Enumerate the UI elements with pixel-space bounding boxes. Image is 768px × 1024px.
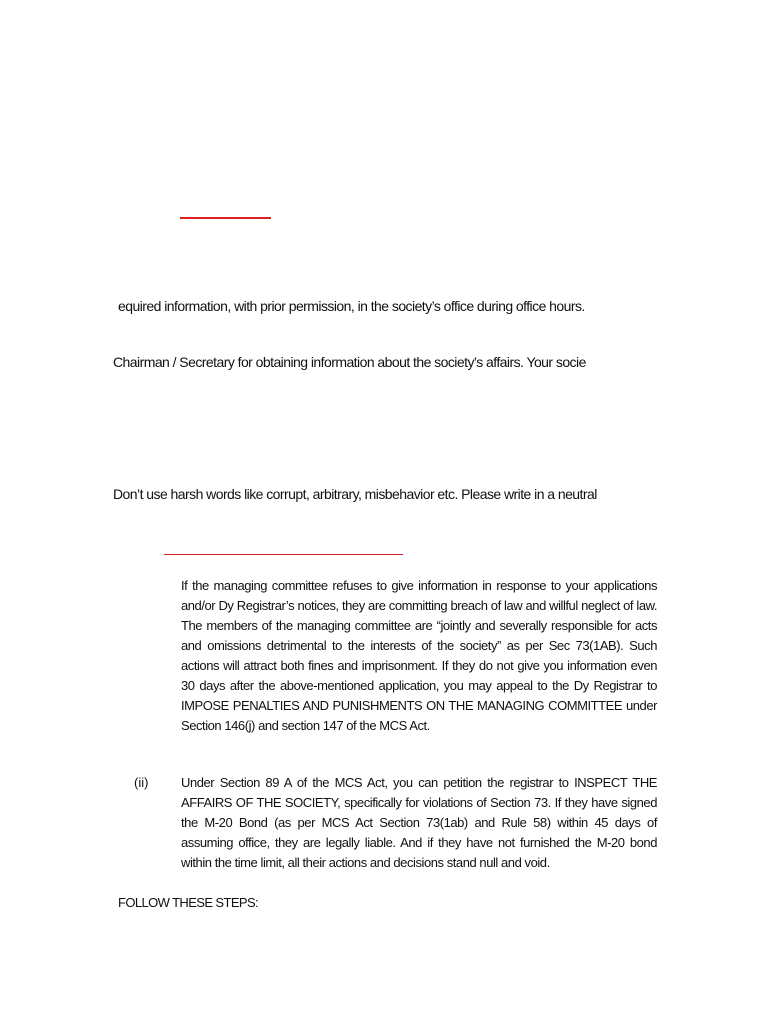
red-underline-rule — [180, 217, 271, 219]
follow-these-steps-heading: FOLLOW THESE STEPS: — [118, 895, 259, 910]
paragraph-managing-committee: If the managing committee refuses to give information in response to your applications and/or Dy Registrar’s notices, they are committing breach of law and willful neglect of law. The members of the managing committee are “jointly and severally responsible for acts and omissions detrimental to the interests of the society” as per Sec 73(1AB). Such actions will attract both fines and imprisonment. If they do not give you information even 30 days after the above-mentioned application, you may appeal to the Dy Registrar to IMPOSE PENALTIES AND PUNISHMENTS ON THE MANAGING COMMITTEE under Section 146(j) and section 147 of the MCS Act. — [181, 578, 657, 733]
list-marker-ii: (ii) — [134, 775, 149, 790]
paragraph-section-89a: Under Section 89 A of the MCS Act, you can petition the registrar to INSPECT THE AFFAIRS OF THE SOCIETY, specifically for violations of Section 73. If they have signed the M-20 Bond (as per MCS Act Section 73(1ab) and Rule 58) within 45 days of assuming office, they are legally liable. And if they have not furnished the M-20 bond within the time limit, all their actions and decisions stand null and void. — [181, 775, 657, 870]
text-line-harsh-words: Don’t use harsh words like corrupt, arbitrary, misbehavior etc. Please write in a neutral — [113, 486, 597, 502]
text-line-chairman-secretary: Chairman / Secretary for obtaining information about the society’s affairs. Your socie — [113, 354, 586, 370]
text-line-information-office-hours: equired information, with prior permission, in the society’s office during office hours. — [118, 298, 585, 314]
red-underline-rule-2 — [164, 554, 403, 555]
